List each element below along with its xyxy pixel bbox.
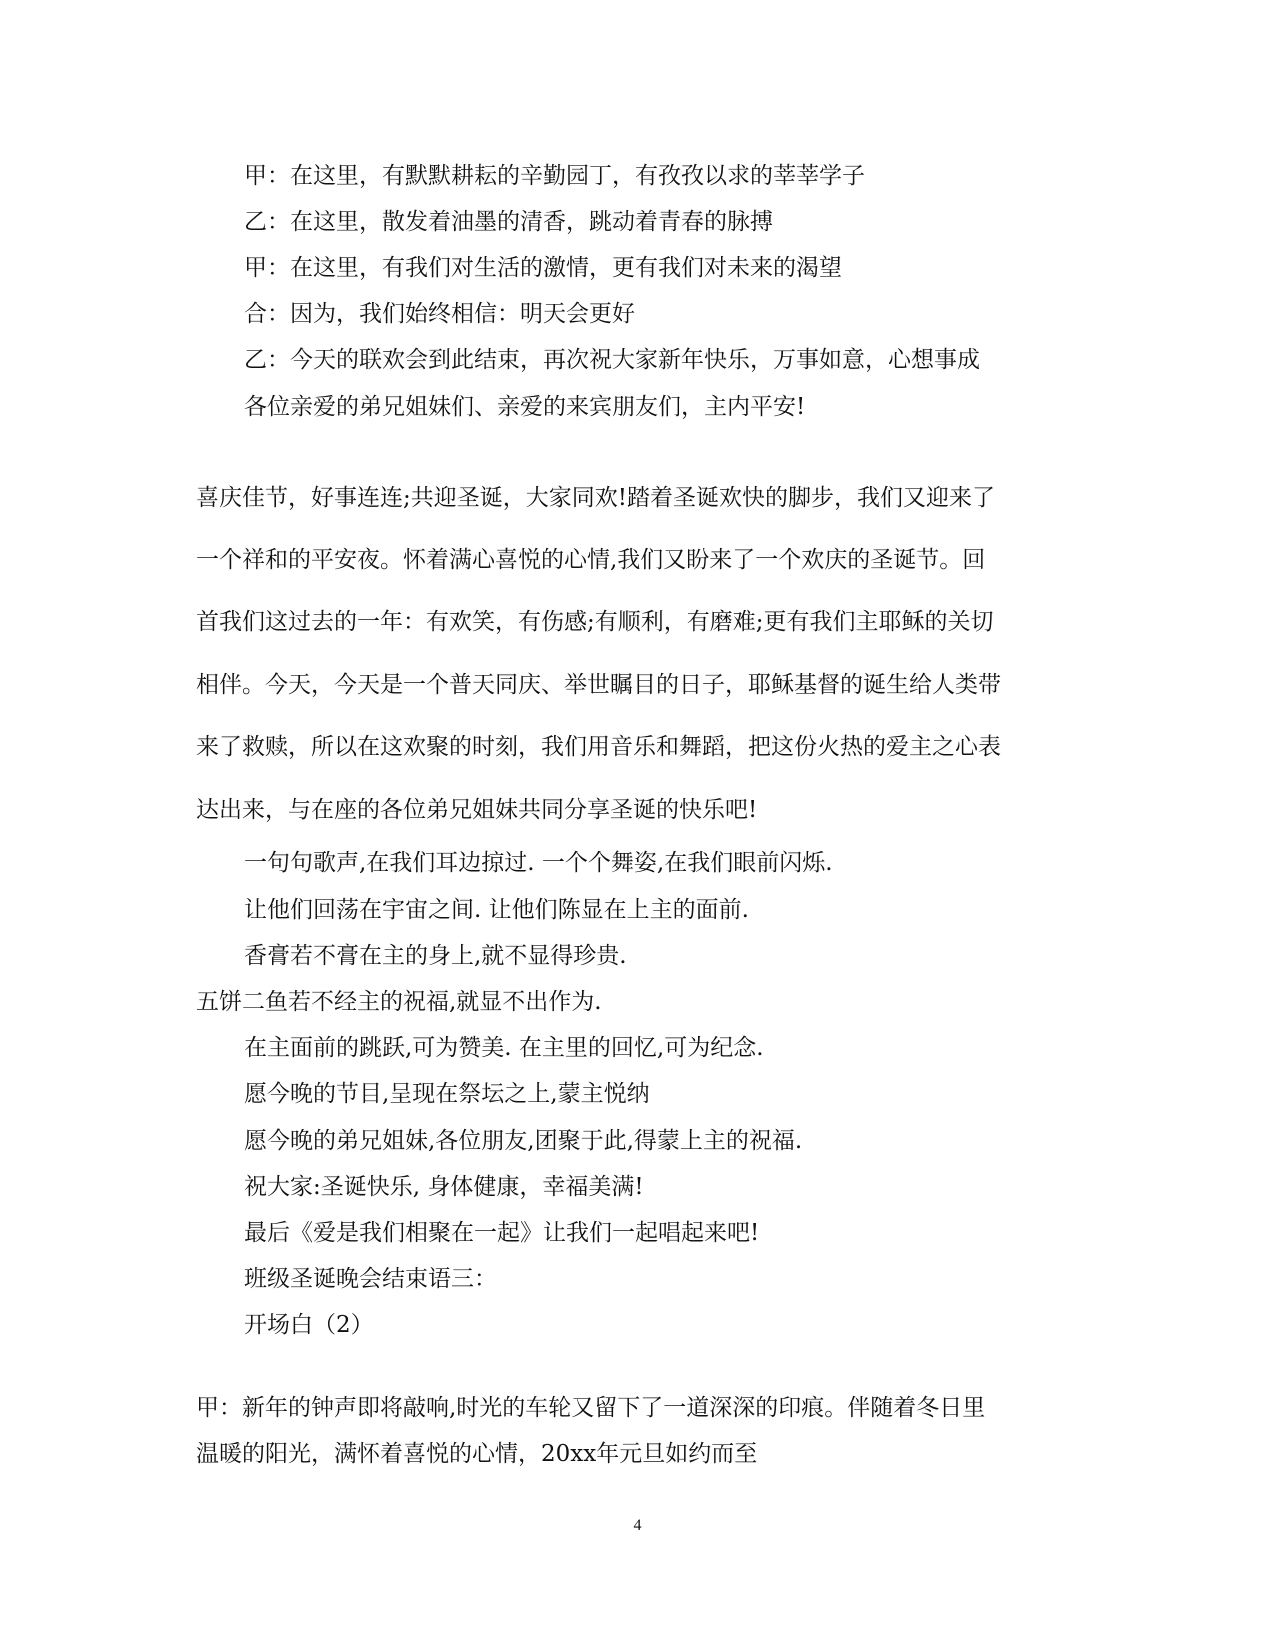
text-line: 甲：在这里，有我们对生活的激情，更有我们对未来的渴望 [244, 255, 842, 281]
text-line: 合：因为，我们始终相信：明天会更好 [244, 301, 635, 327]
text-line: 首我们这过去的一年：有欢笑，有伤感;有顺利，有磨难;更有我们主耶稣的关切 [196, 609, 994, 635]
text-line: 班级圣诞晚会结束语三： [244, 1266, 497, 1292]
text-line: 五饼二鱼若不经主的祝福,就显不出作为. [196, 989, 602, 1015]
text-line: 愿今晚的弟兄姐妹,各位朋友,团聚于此,得蒙上主的祝福. [244, 1128, 803, 1154]
page-number: 4 [633, 1517, 642, 1534]
text-line: 甲：新年的钟声即将敲响,时光的车轮又留下了一道深深的印痕。伴随着冬日里 [196, 1395, 986, 1421]
text-line: 祝大家:圣诞快乐, 身体健康，幸福美满! [244, 1174, 644, 1200]
text-line: 一句句歌声,在我们耳边掠过. 一个个舞姿,在我们眼前闪烁. [244, 850, 833, 876]
text-line: 乙：今天的联欢会到此结束，再次祝大家新年快乐，万事如意，心想事成 [244, 347, 980, 373]
text-line: 香膏若不膏在主的身上,就不显得珍贵. [244, 943, 627, 969]
text-line: 一个祥和的平安夜。怀着满心喜悦的心情,我们又盼来了一个欢庆的圣诞节。回 [196, 547, 986, 573]
text-line: 愿今晚的节目,呈现在祭坛之上,蒙主悦纳 [244, 1081, 650, 1107]
text-line: 喜庆佳节，好事连连;共迎圣诞，大家同欢!踏着圣诞欢快的脚步，我们又迎来了 [196, 485, 995, 511]
text-line: 让他们回荡在宇宙之间. 让他们陈显在上主的面前. [244, 897, 749, 923]
text-line: 最后《爱是我们相聚在一起》让我们一起唱起来吧! [244, 1220, 760, 1246]
text-line: 甲：在这里，有默默耕耘的辛勤园丁，有孜孜以求的莘莘学子 [244, 163, 865, 189]
text-line: 乙：在这里，散发着油墨的清香，跳动着青春的脉搏 [244, 209, 773, 235]
text-line: 在主面前的跳跃,可为赞美. 在主里的回忆,可为纪念. [244, 1035, 764, 1061]
text-line: 相伴。今天，今天是一个普天同庆、举世瞩目的日子，耶稣基督的诞生给人类带 [196, 672, 1001, 698]
text-line: 来了救赎，所以在这欢聚的时刻，我们用音乐和舞蹈，把这份火热的爱主之心表 [196, 734, 1001, 760]
text-line: 各位亲爱的弟兄姐妹们、亲爱的来宾朋友们，主内平安! [244, 394, 806, 420]
text-line: 温暖的阳光，满怀着喜悦的心情，20xx年元旦如约而至 [196, 1441, 758, 1467]
text-line: 达出来，与在座的各位弟兄姐妹共同分享圣诞的快乐吧! [196, 797, 758, 823]
text-line: 开场白（2） [244, 1312, 374, 1338]
